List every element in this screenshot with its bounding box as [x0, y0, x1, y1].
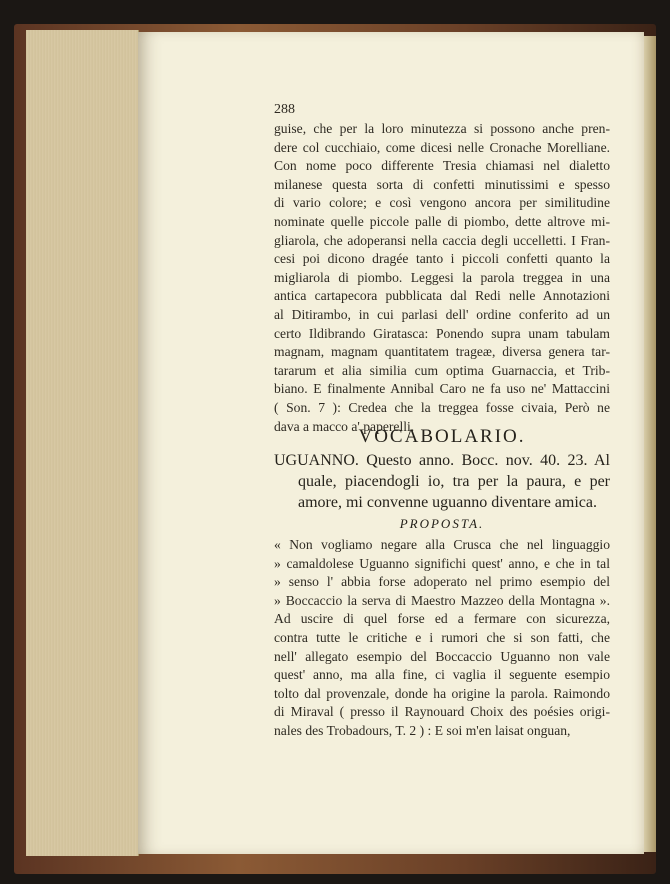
text-line: Ad uscire di quel forse ed a fermare con sicurezza,	[274, 611, 610, 627]
entry-line: UGUANNO. Questo anno. Bocc. nov. 40. 23. Al	[274, 452, 610, 469]
paragraph-2	[274, 536, 610, 741]
text-line: biano. E finalmente Annibal Caro ne fa uso ne' Mattaccini	[274, 381, 610, 397]
text-line: cesi poi dicono dragée tanto i piccoli confetti quanto la	[274, 251, 610, 267]
text-line: dere col cucchiaio, come dicesi nelle Cronache Morelliane.	[274, 139, 610, 155]
text-line: » camaldolese Uguanno significhi quest' anno, e che in tal	[274, 555, 610, 571]
text-line: ( Son. 7 ): Credea che la treggea fosse civaia, Però ne	[274, 399, 610, 415]
text-line: nales des Trobadours, T. 2 ) : E soi m'en laisat onguan,	[274, 722, 571, 738]
text-line: gliarola, che adoperansi nella caccia degli uccelletti. I Fran-	[274, 232, 610, 248]
page-edges	[26, 30, 139, 856]
text-line: milanese questa sorta di confetti minutissimi e spesso	[274, 176, 610, 192]
text-line: antica cartapecora pubblicata dal Redi nelle Annotazioni	[274, 288, 610, 304]
text-line: di Miraval ( presso il Raynouard Choix des poésies origi-	[274, 704, 610, 720]
text-line: certo Ildibrando Giratasca: Ponendo supra unam tabulam	[274, 325, 610, 341]
text-line: guise, che per la loro minutezza si possono anche pren-	[274, 121, 610, 136]
text-line: migliarola di piombo. Leggesi la parola treggea in una	[274, 269, 610, 285]
text-line: magnam, magnam quantitatem trageæ, diversa genera tar-	[274, 344, 610, 360]
text-line: nominate quelle piccole palle di piombo, dette altrove mi-	[274, 213, 610, 229]
text-line: Con nome poco differente Tresia chiamasi nel dialetto	[274, 158, 610, 174]
facing-page-edge	[644, 36, 656, 852]
entry-line: amore, mi convenne uguanno diventare amica.	[298, 494, 597, 511]
text-line: « Non vogliamo negare alla Crusca che nel linguaggio	[274, 537, 610, 552]
entry-line: quale, piacendogli io, tra per la paura, e per	[298, 473, 610, 490]
text-line: tolto dal provenzale, donde ha origine la parola. Raimondo	[274, 685, 610, 701]
text-line: tararum et alia similia cum optima Guarnaccia, et Trib-	[274, 362, 610, 378]
section-heading: VOCABOLARIO.	[358, 426, 526, 447]
text-line: dava a macco a' paperelli.	[274, 418, 415, 434]
text-line: nell' allegato esempio del Boccaccio Uguanno non vale	[274, 648, 610, 664]
vocabulary-entry	[274, 450, 610, 513]
text-line: al Ditirambo, in cui parlasi dell' ordine conferito ad un	[274, 306, 610, 322]
page-number: 288	[274, 102, 295, 117]
text-line: contra tutte le critiche e i rumori che si son fatti, che	[274, 629, 610, 645]
text-line: » Boccaccio la serva di Maestro Mazzeo della Montagna ».	[274, 592, 610, 608]
paragraph-1	[274, 120, 610, 436]
proposta-heading: PROPOSTA.	[399, 516, 485, 531]
text-line: di vario colore; e così vengono ancora per similitudine	[274, 195, 610, 211]
text-line: quest' anno, ma alla fine, ci vaglia il seguente esempio	[274, 667, 610, 683]
text-line: » senso l' abbia forse adoperato nel primo esempio del	[274, 574, 610, 590]
